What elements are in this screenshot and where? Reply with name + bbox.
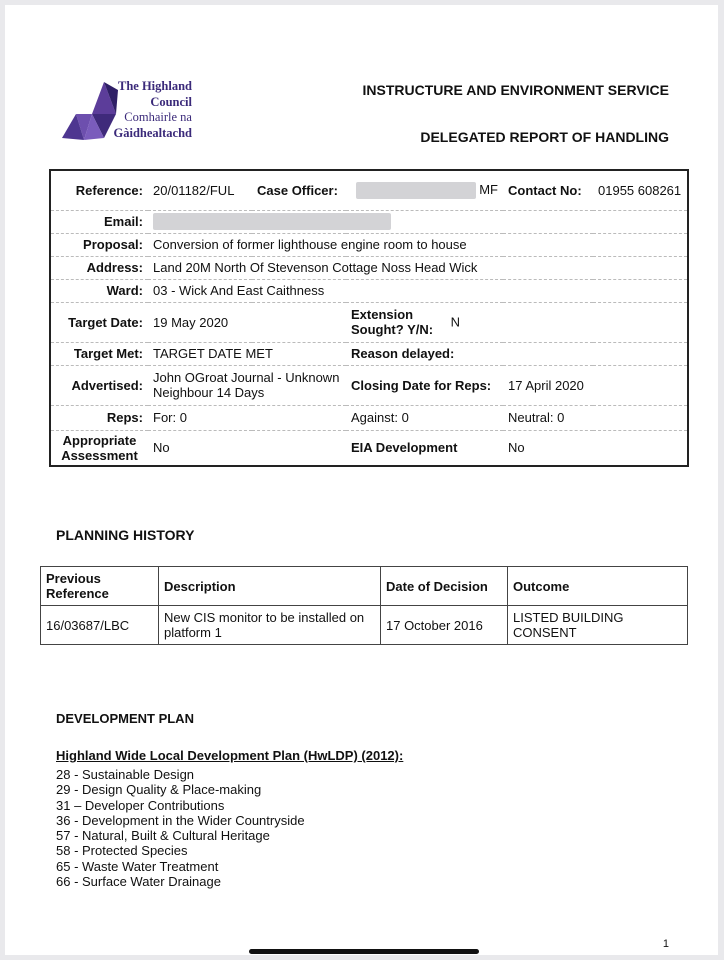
email-label: Email:	[50, 210, 148, 233]
reps-neutral: Neutral: 0	[503, 405, 688, 430]
service-title: INSTRUCTURE AND ENVIRONMENT SERVICE	[362, 82, 669, 98]
reference-value: 20/01182/FUL	[148, 170, 252, 210]
address-value: Land 20M North Of Stevenson Cottage Noss Head Wick	[148, 256, 688, 279]
history-header-reference: Previous Reference	[41, 567, 159, 606]
planning-history-table	[40, 566, 688, 645]
contact-label: Contact No:	[503, 170, 593, 210]
appropriate-assessment-value: No	[153, 440, 170, 456]
logo-wordmark: The Highland Council Comhairle na Gàidhealtachd	[113, 79, 192, 140]
reps-against: Against: 0	[346, 405, 503, 430]
planning-history-title: PLANNING HISTORY	[56, 527, 195, 543]
redacted-officer-name	[356, 182, 476, 199]
advertised-value: John OGroat Journal - Unknown Neighbour 14 Days	[148, 365, 346, 405]
proposal-value: Conversion of former lighthouse engine room to house	[148, 233, 688, 256]
list-item: 65 - Waste Water Treatment	[56, 858, 219, 874]
development-plan-title: DEVELOPMENT PLAN	[56, 711, 194, 726]
eia-value: No	[508, 440, 525, 456]
history-description: New CIS monitor to be installed on platform 1	[159, 606, 381, 645]
email-value	[148, 210, 688, 233]
report-title: DELEGATED REPORT OF HANDLING	[420, 129, 669, 145]
home-indicator[interactable]	[249, 949, 479, 954]
redacted-email	[153, 213, 391, 230]
contact-value: 01955 608261	[593, 170, 688, 210]
target-date-label: Target Date:	[50, 302, 148, 342]
closing-date-label: Closing Date for Reps:	[346, 365, 503, 405]
advertised-label: Advertised:	[50, 365, 148, 405]
case-summary-table	[49, 169, 689, 467]
list-item: 31 – Developer Contributions	[56, 797, 225, 813]
target-met-label: Target Met:	[50, 342, 148, 365]
case-officer-label: Case Officer:	[252, 170, 346, 210]
reference-label: Reference:	[50, 170, 148, 210]
history-header-date: Date of Decision	[381, 567, 508, 606]
eia-label: EIA Development	[351, 440, 458, 456]
target-date-value: 19 May 2020	[148, 302, 346, 342]
history-outcome: LISTED BUILDING CONSENT	[508, 606, 688, 645]
case-officer-value: MF	[346, 170, 503, 210]
list-item: 58 - Protected Species	[56, 843, 188, 859]
policy-list	[56, 767, 305, 889]
reason-delayed-label: Reason delayed:	[346, 342, 688, 365]
appropriate-assessment-label: Appropriate Assessment	[61, 432, 138, 463]
hwldp-heading: Highland Wide Local Development Plan (HwLDP) (2012):	[56, 748, 404, 763]
list-item: 57 - Natural, Built & Cultural Heritage	[56, 828, 270, 844]
reps-for: For: 0	[148, 405, 346, 430]
list-item: 28 - Sustainable Design	[56, 767, 195, 782]
history-date: 17 October 2016	[381, 606, 508, 645]
ward-label: Ward:	[50, 279, 148, 302]
ward-value: 03 - Wick And East Caithness	[148, 279, 688, 302]
history-reference: 16/03687/LBC	[41, 606, 159, 645]
list-item: 66 - Surface Water Drainage	[56, 874, 221, 890]
history-header-description: Description	[159, 567, 381, 606]
table-row	[41, 606, 688, 645]
extension-value: N	[450, 314, 461, 330]
reps-label: Reps:	[50, 405, 148, 430]
page-number: 1	[662, 938, 669, 950]
target-met-value: TARGET DATE MET	[148, 342, 346, 365]
list-item: 36 - Development in the Wider Countryside	[56, 812, 305, 828]
address-label: Address:	[50, 256, 148, 279]
proposal-label: Proposal:	[50, 233, 148, 256]
extension-label: Extension Sought? Y/N: N	[346, 302, 503, 342]
list-item: 29 - Design Quality & Place-making	[56, 782, 262, 798]
history-header-outcome: Outcome	[508, 567, 688, 606]
closing-date-value: 17 April 2020	[503, 365, 688, 405]
